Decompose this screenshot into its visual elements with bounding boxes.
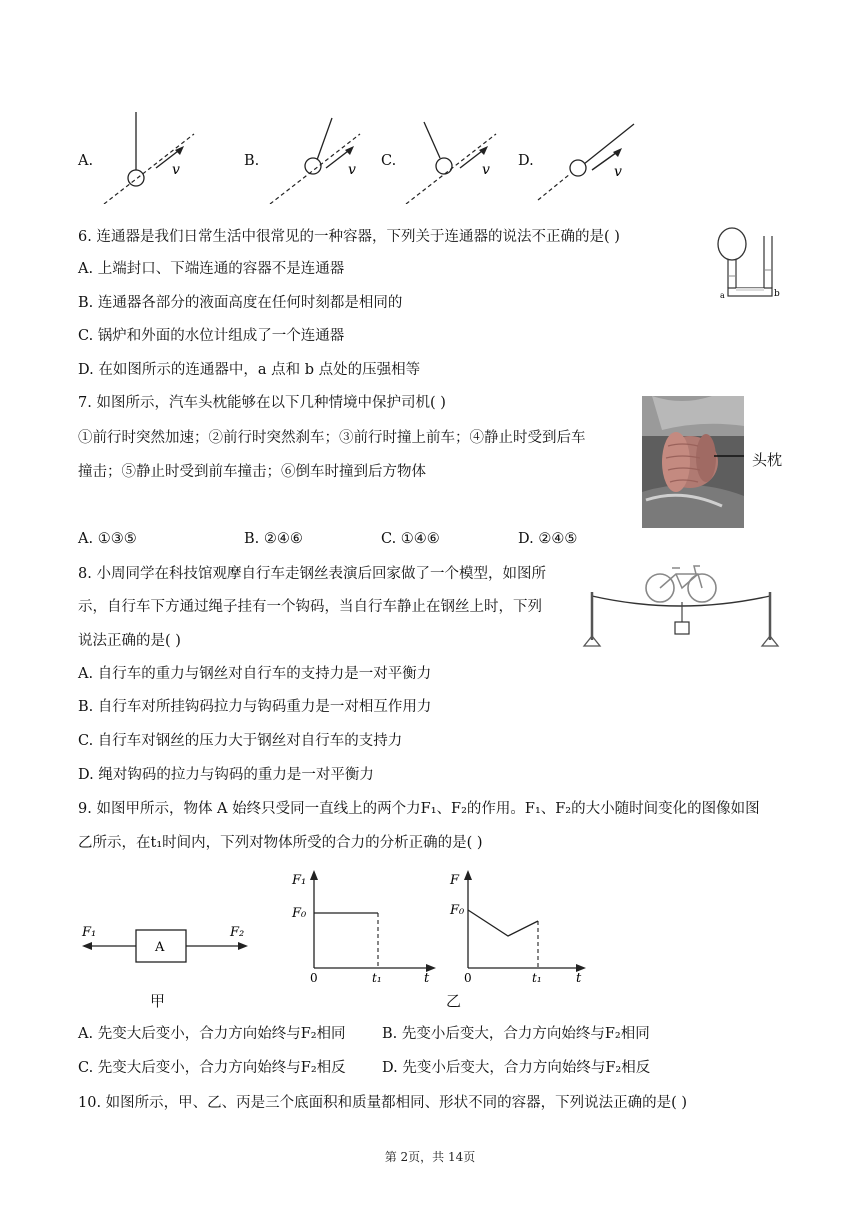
q9-graph1-x-axis-label: t <box>424 971 430 984</box>
q9-option-a: A. 先变大后变小，合力方向始终与F₂相同 <box>78 1026 346 1042</box>
q9-graph2-y-tick: F₀ <box>450 903 465 918</box>
q8-option-c: C. 自行车对钢丝的压力大于钢丝对自行车的支持力 <box>78 733 403 749</box>
q6-option-d: D. 在如图所示的连通器中，a 点和 b 点处的压强相等 <box>78 362 421 378</box>
q9-text-line2: 乙所示，在t₁时间内，下列对物体所受的合力的分析正确的是( ) <box>78 835 483 851</box>
q7-option-d: D. ②④⑤ <box>518 531 578 547</box>
q7-text-line2: 撞击；⑤静止时受到前车撞击；⑥倒车时撞到后方物体 <box>78 464 426 480</box>
q7-option-c: C. ①④⑥ <box>381 531 440 547</box>
q9-graph-f <box>446 866 596 984</box>
q8-text-line3: 说法正确的是( ) <box>78 633 181 649</box>
q5-option-a-label: A. <box>78 153 94 169</box>
q7-option-a: A. ①③⑤ <box>78 531 137 547</box>
q5-option-b-label: B. <box>244 153 260 169</box>
q7-text-line1: ①前行时突然加速；②前行时突然刹车；③前行时撞上前车；④静止时受到后车 <box>78 430 586 446</box>
q9-jia-box-label: A <box>155 940 165 955</box>
q5-velocity-label: v <box>172 162 180 178</box>
q9-graph2-y-axis-label: F <box>450 873 460 888</box>
q8-option-d: D. 绳对钩码的拉力与钩码的重力是一对平衡力 <box>78 767 374 783</box>
q9-graph1-y-axis-label: F₁ <box>292 873 307 888</box>
q5-figure-b <box>262 108 382 204</box>
q5-velocity-label: v <box>614 164 622 180</box>
q9-graph-f1 <box>284 866 444 984</box>
q8-option-a: A. 自行车的重力与钢丝对自行车的支持力是一对平衡力 <box>78 666 432 682</box>
q5-velocity-label: v <box>482 162 490 178</box>
q7-headrest-photo <box>642 396 744 528</box>
q7-option-b: B. ②④⑥ <box>244 531 303 547</box>
q5-option-c-label: C. <box>381 153 397 169</box>
q9-graph1-y-tick: F₀ <box>292 906 307 921</box>
q8-bicycle-wire-figure <box>580 560 784 652</box>
q9-text-line1: 9. 如图甲所示，物体 A 始终只受同一直线上的两个力F₁、F₂的作用。F₁、F₂的大小随时间变化的图像如图 <box>78 801 760 817</box>
q5-velocity-label: v <box>348 162 356 178</box>
q6-option-a: A. 上端封口、下端连通的容器不是连通器 <box>78 261 345 277</box>
page-footer: 第 2页，共 14页 <box>384 1150 476 1164</box>
q9-graph2-x-tick: t₁ <box>532 971 542 984</box>
q9-figure-jia <box>80 920 252 970</box>
q9-jia-f1-label: F₁ <box>82 925 97 940</box>
q9-graph1-x-tick: t₁ <box>372 971 382 984</box>
q9-graph1-origin: 0 <box>310 971 318 984</box>
q6-fig-point-b: b <box>774 289 780 299</box>
q9-option-b: B. 先变小后变大，合力方向始终与F₂相同 <box>382 1026 650 1042</box>
q9-graph2-curve <box>468 910 538 936</box>
q6-option-c: C. 锅炉和外面的水位计组成了一个连通器 <box>78 328 345 344</box>
q9-graph2-x-axis-label: t <box>576 971 582 984</box>
q6-option-b: B. 连通器各部分的液面高度在任何时刻都是相同的 <box>78 295 403 311</box>
q9-jia-caption: 甲 <box>150 992 166 1010</box>
q6-connected-vessel-figure <box>712 224 788 304</box>
q5-figure-c <box>398 108 518 204</box>
q6-fig-point-a: a <box>720 291 725 300</box>
q9-yi-caption: 乙 <box>446 992 462 1010</box>
q7-headrest-label: 头枕 <box>752 451 783 469</box>
q5-option-d-label: D. <box>518 153 534 169</box>
q6-stem: 6. 连通器是我们日常生活中很常见的一种容器，下列关于连通器的说法不正确的是( ) <box>78 229 620 245</box>
q8-text-line2: 示，自行车下方通过绳子挂有一个钩码，当自行车静止在钢丝上时，下列 <box>78 599 542 615</box>
q9-option-d: D. 先变小后变大，合力方向始终与F₂相反 <box>382 1060 651 1076</box>
q8-option-b: B. 自行车对所挂钩码拉力与钩码重力是一对相互作用力 <box>78 699 432 715</box>
q5-figure-a <box>96 108 216 204</box>
q9-graph2-origin: 0 <box>464 971 472 984</box>
q5-figure-d <box>534 108 654 204</box>
q10-stem: 10. 如图所示，甲、乙、丙是三个底面积和质量都相同、形状不同的容器，下列说法正确的是( ) <box>78 1095 688 1111</box>
q7-stem: 7. 如图所示，汽车头枕能够在以下几种情境中保护司机( ) <box>78 395 446 411</box>
q8-text-line1: 8. 小周同学在科技馆观摩自行车走钢丝表演后回家做了一个模型，如图所 <box>78 566 546 582</box>
q9-option-c: C. 先变大后变小，合力方向始终与F₂相反 <box>78 1060 346 1076</box>
q9-jia-f2-label: F₂ <box>230 925 245 940</box>
